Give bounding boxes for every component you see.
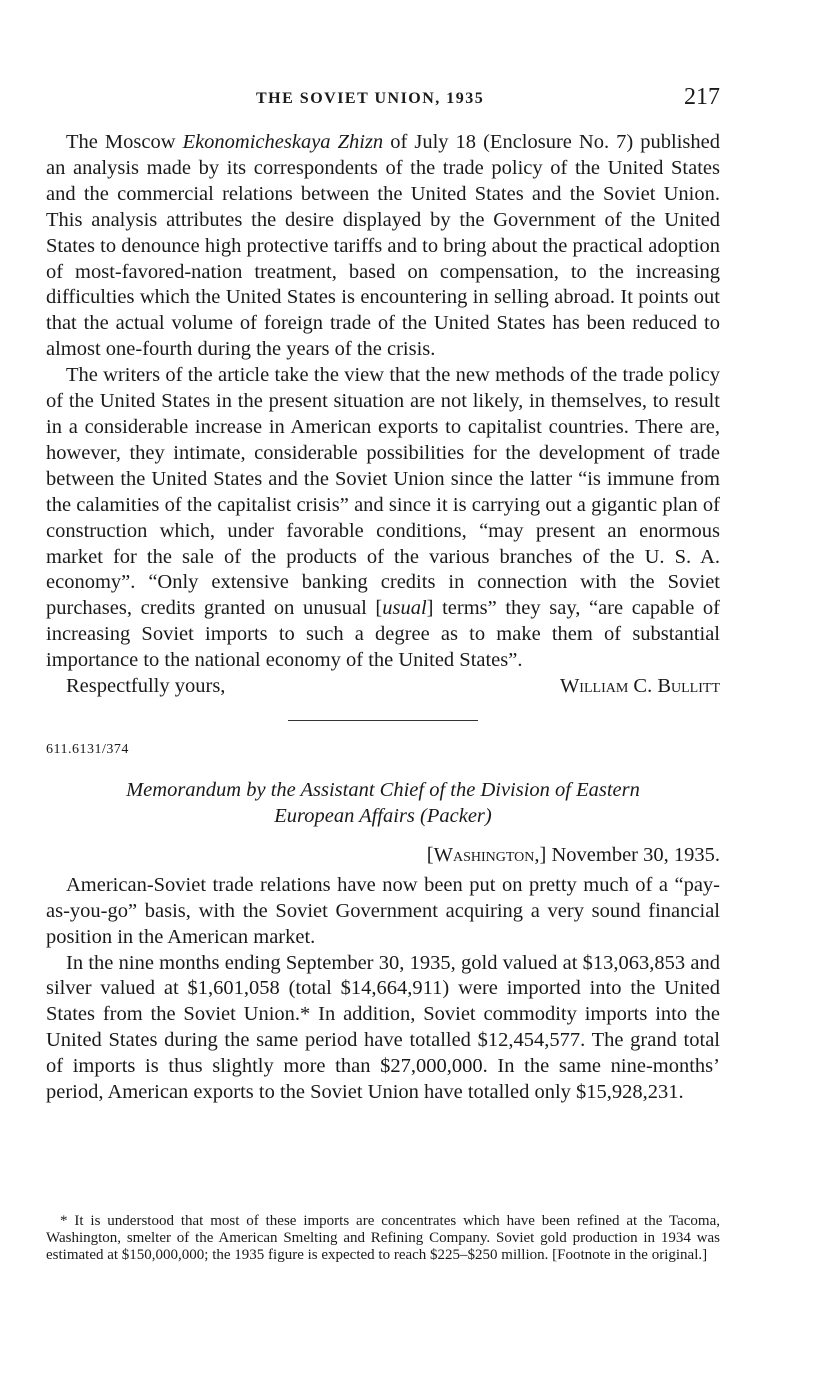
paragraph-text: The Moscow (66, 131, 183, 153)
footnote: * It is understood that most of these imports are concentrates which have been refined at the Tacoma, Washington, smelter of the American Smelting and Refining Company. Soviet gold production in 1934 was estimated at $150,000,000; the 1935 figure is expected to reach $225–$250 million. [Footnote in the original.] (46, 1213, 720, 1263)
signature: William C. Bullitt (559, 675, 720, 698)
section-divider (288, 720, 478, 721)
paragraph-text: The writers of the article take the view that the new methods of the trade policy of the United States in the present situation are not likely, in themselves, to result in a considerable increase in American exports to capitalist countries. There are, however, they intimate, considerable possibilities for the development of trade between the United States and the Soviet Union since the latter “is immune from the calamities of the capitalist crisis” and since it is carrying out a gigantic plan of construction which, under favorable conditions, “may present an enormous market for the sale of the products of the various branches of the U. S. A. economy”. “Only extensive banking credits in connection with the Soviet purchases, credits granted on unusual [ (46, 364, 720, 620)
letter-paragraph (46, 130, 720, 363)
memo-title-line: Memorandum by the Assistant Chief of the Division of Eastern (126, 778, 640, 801)
footnotes (46, 1213, 720, 1264)
file-number: 611.6131/374 (46, 742, 129, 758)
body-text (46, 130, 720, 1106)
memo-title-line: European Affairs (Packer) (274, 804, 492, 827)
page-number: 217 (684, 84, 720, 110)
letter-closing (46, 674, 720, 700)
memo-title (46, 777, 720, 829)
paragraph-text: of July 18 (Enclosure No. 7) published an analysis made by its correspondents of the trade policy of the United States and the commercial relations between the United States and the Soviet Union. This analysis attributes the desire displayed by the Government of the United States to denounce high protective tariffs and to bring about the practical adoption of most-favored-nation treatment, based on compensation, to the increasing difficulties which the United States is encountering in selling abroad. It points out that the actual volume of foreign trade of the United States has been reduced to almost one-fourth during the years of the crisis. (46, 131, 720, 361)
memo-place: [Washington,] (426, 843, 547, 866)
memo-paragraph: In the nine months ending September 30, 1935, gold valued at $13,063,853 and silver valued at $1,601,058 (total $14,664,911) were imported into the United States from the Soviet Union.* In addition, Soviet commodity imports into the United States during the same period have totalled $12,454,577. The grand total of imports is thus slightly more than $27,000,000. In the same nine-months’ period, American exports to the Soviet Union have totalled only $15,928,231. (46, 951, 720, 1104)
memo-dateline (46, 843, 720, 869)
memo-paragraph: American-Soviet trade relations have now been put on pretty much of a “pay-as-you-go” basis, with the Soviet Government acquiring a very sound financial position in the American market. (46, 873, 720, 948)
newspaper-title: Ekonomicheskaya Zhizn (182, 131, 384, 153)
complimentary-close: Respectfully yours, (66, 675, 226, 698)
page-header (46, 84, 720, 114)
letter-paragraph (46, 363, 720, 674)
running-head: THE SOVIET UNION, 1935 (256, 90, 485, 107)
memo-date: November 30, 1935. (546, 843, 720, 866)
editorial-insertion: usual (382, 597, 427, 620)
paragraph-text: ] terms” they say, “are capable of increasing Soviet imports to such a degree as to make them of substantial importance to the national economy of the United States”. (46, 597, 720, 672)
